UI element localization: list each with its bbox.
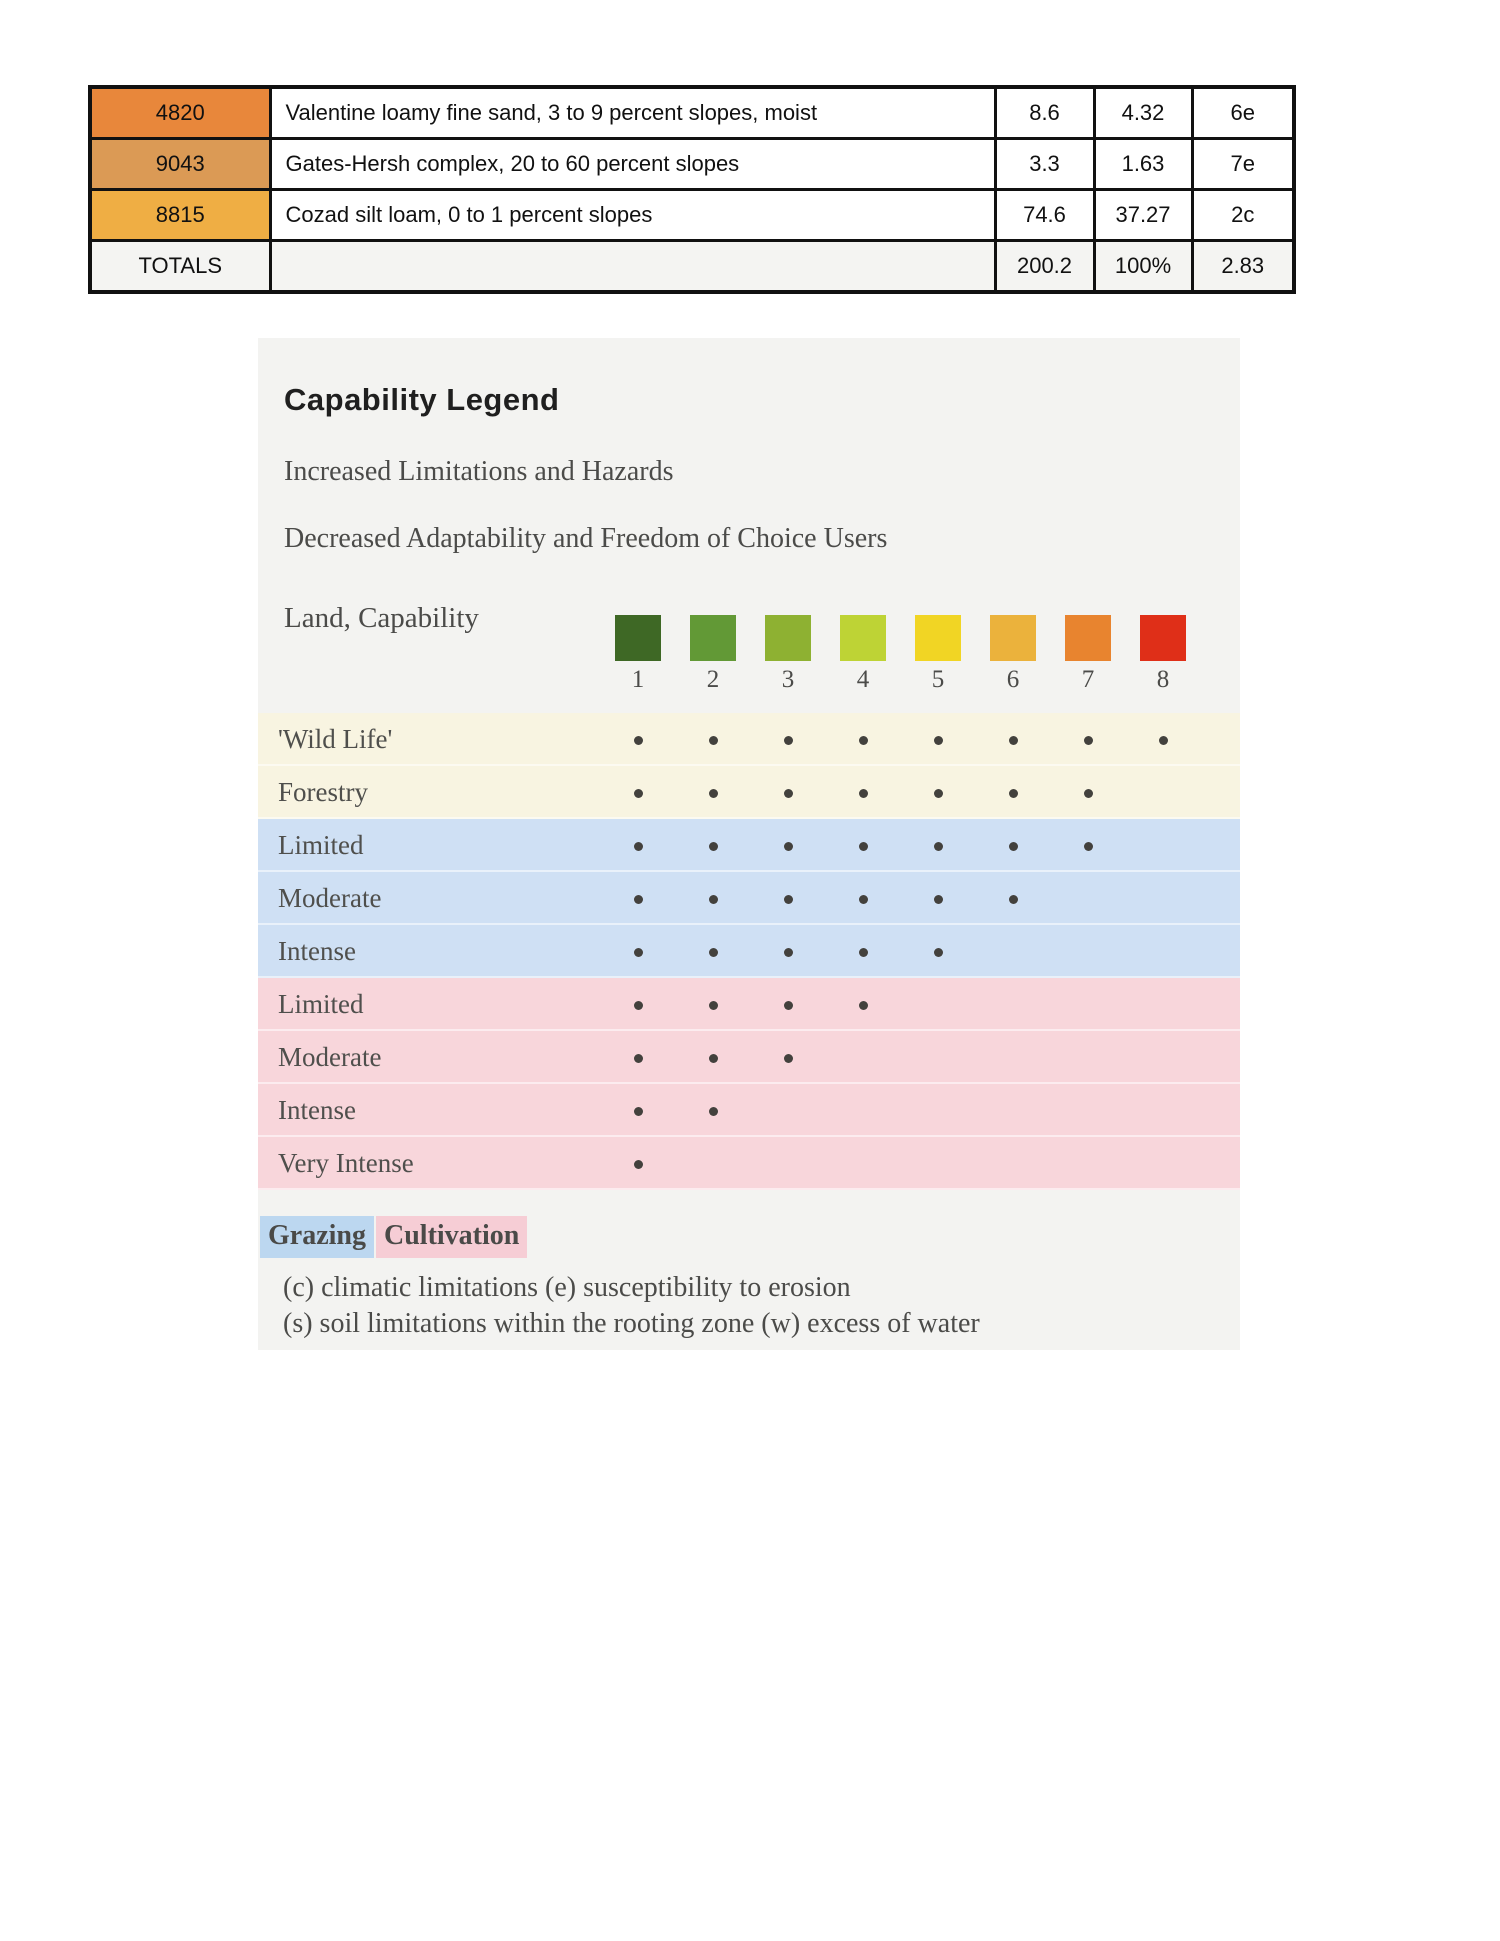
capability-class-7-swatch bbox=[1065, 615, 1111, 661]
capability-class-7-number: 7 bbox=[1081, 666, 1095, 693]
totals-label: TOTALS bbox=[90, 241, 270, 293]
map-unit-percent: 4.32 bbox=[1094, 87, 1192, 139]
dot-class-6 bbox=[1009, 895, 1018, 904]
legend-row-general--wild-life- bbox=[258, 713, 1240, 766]
map-unit-acres: 74.6 bbox=[995, 190, 1094, 241]
footer-group-labels bbox=[260, 1216, 527, 1260]
legend-row-cultivation-limited bbox=[258, 978, 1240, 1031]
map-unit-percent: 1.63 bbox=[1094, 139, 1192, 190]
row-label: Intense bbox=[278, 1095, 356, 1125]
dot-class-1 bbox=[634, 1001, 643, 1010]
capability-legend-panel bbox=[258, 338, 1240, 1350]
legend-row-cultivation-moderate bbox=[258, 1031, 1240, 1084]
row-label: Limited bbox=[278, 989, 364, 1019]
dot-class-3 bbox=[784, 1054, 793, 1063]
row-label: Limited bbox=[278, 830, 364, 860]
land-capability-label: Land, Capability bbox=[284, 602, 479, 634]
dot-class-7 bbox=[1084, 842, 1093, 851]
dot-class-6 bbox=[1009, 736, 1018, 745]
dot-class-2 bbox=[709, 1054, 718, 1063]
dot-class-4 bbox=[859, 895, 868, 904]
capability-class-6-swatch bbox=[990, 615, 1036, 661]
capability-class-4-swatch bbox=[840, 615, 886, 661]
legend-row-general-forestry bbox=[258, 766, 1240, 819]
table-row bbox=[90, 190, 1294, 241]
totals-class: 2.83 bbox=[1192, 241, 1294, 293]
dot-class-4 bbox=[859, 736, 868, 745]
dot-class-1 bbox=[634, 1107, 643, 1116]
map-unit-percent: 37.27 bbox=[1094, 190, 1192, 241]
capability-class-4-number: 4 bbox=[856, 666, 870, 693]
dot-class-6 bbox=[1009, 789, 1018, 798]
legend-row-cultivation-very-intense bbox=[258, 1137, 1240, 1190]
map-unit-class: 7e bbox=[1192, 139, 1294, 190]
dot-class-6 bbox=[1009, 842, 1018, 851]
capability-class-5-swatch bbox=[915, 615, 961, 661]
dot-class-5 bbox=[934, 789, 943, 798]
legend-row-grazing-moderate bbox=[258, 872, 1240, 925]
capability-class-1-swatch bbox=[615, 615, 661, 661]
dot-class-2 bbox=[709, 789, 718, 798]
dot-class-1 bbox=[634, 789, 643, 798]
dot-class-2 bbox=[709, 948, 718, 957]
map-unit-description: Cozad silt loam, 0 to 1 percent slopes bbox=[270, 190, 995, 241]
dot-class-1 bbox=[634, 1054, 643, 1063]
map-unit-description: Valentine loamy fine sand, 3 to 9 percent slopes, moist bbox=[270, 87, 995, 139]
dot-class-3 bbox=[784, 842, 793, 851]
dot-class-1 bbox=[634, 895, 643, 904]
dot-class-5 bbox=[934, 736, 943, 745]
dot-class-3 bbox=[784, 789, 793, 798]
cultivation-label: Cultivation bbox=[376, 1216, 527, 1258]
capability-class-6-number: 6 bbox=[1006, 666, 1020, 693]
dot-class-4 bbox=[859, 1001, 868, 1010]
footnote-climatic-erosion: (c) climatic limitations (e) susceptibility to erosion bbox=[283, 1272, 851, 1303]
legend-row-cultivation-intense bbox=[258, 1084, 1240, 1137]
dot-class-5 bbox=[934, 842, 943, 851]
totals-row bbox=[90, 241, 1294, 293]
capability-class-8-number: 8 bbox=[1156, 666, 1170, 693]
soil-map-unit-table bbox=[88, 85, 1296, 294]
legend-row-grazing-intense bbox=[258, 925, 1240, 978]
totals-description bbox=[270, 241, 995, 293]
map-unit-code: 8815 bbox=[90, 190, 270, 241]
legend-title: Capability Legend bbox=[284, 382, 560, 417]
legend-subtitle-limitations: Increased Limitations and Hazards bbox=[284, 456, 674, 487]
dot-class-2 bbox=[709, 1001, 718, 1010]
dot-class-2 bbox=[709, 736, 718, 745]
map-unit-acres: 3.3 bbox=[995, 139, 1094, 190]
map-unit-code: 4820 bbox=[90, 87, 270, 139]
map-unit-class: 2c bbox=[1192, 190, 1294, 241]
dot-class-2 bbox=[709, 895, 718, 904]
table-row bbox=[90, 87, 1294, 139]
dot-class-2 bbox=[709, 842, 718, 851]
dot-class-5 bbox=[934, 895, 943, 904]
totals-acres: 200.2 bbox=[995, 241, 1094, 293]
dot-class-3 bbox=[784, 948, 793, 957]
map-unit-description: Gates-Hersh complex, 20 to 60 percent slopes bbox=[270, 139, 995, 190]
capability-class-2-swatch bbox=[690, 615, 736, 661]
row-label: Moderate bbox=[278, 883, 382, 913]
capability-class-1-number: 1 bbox=[631, 666, 645, 693]
map-unit-class: 6e bbox=[1192, 87, 1294, 139]
grazing-label: Grazing bbox=[260, 1216, 374, 1258]
totals-percent: 100% bbox=[1094, 241, 1192, 293]
dot-class-7 bbox=[1084, 789, 1093, 798]
row-label: Forestry bbox=[278, 777, 368, 807]
row-label: Intense bbox=[278, 936, 356, 966]
capability-class-5-number: 5 bbox=[931, 666, 945, 693]
dot-class-4 bbox=[859, 842, 868, 851]
dot-class-7 bbox=[1084, 736, 1093, 745]
capability-class-8-swatch bbox=[1140, 615, 1186, 661]
dot-class-1 bbox=[634, 736, 643, 745]
footnote-soil-water: (s) soil limitations within the rooting zone (w) excess of water bbox=[283, 1308, 980, 1339]
table-row bbox=[90, 139, 1294, 190]
map-unit-acres: 8.6 bbox=[995, 87, 1094, 139]
dot-class-1 bbox=[634, 842, 643, 851]
dot-class-3 bbox=[784, 736, 793, 745]
legend-subtitle-adaptability: Decreased Adaptability and Freedom of Choice Users bbox=[284, 523, 888, 554]
dot-class-4 bbox=[859, 948, 868, 957]
dot-class-3 bbox=[784, 1001, 793, 1010]
dot-class-3 bbox=[784, 895, 793, 904]
dot-class-5 bbox=[934, 948, 943, 957]
dot-class-2 bbox=[709, 1107, 718, 1116]
dot-class-8 bbox=[1159, 736, 1168, 745]
dot-class-4 bbox=[859, 789, 868, 798]
dot-class-1 bbox=[634, 948, 643, 957]
row-label: Moderate bbox=[278, 1042, 382, 1072]
legend-row-grazing-limited bbox=[258, 819, 1240, 872]
map-unit-code: 9043 bbox=[90, 139, 270, 190]
capability-class-3-swatch bbox=[765, 615, 811, 661]
row-label: 'Wild Life' bbox=[278, 724, 393, 754]
capability-class-2-number: 2 bbox=[706, 666, 720, 693]
row-label: Very Intense bbox=[278, 1148, 414, 1178]
capability-class-3-number: 3 bbox=[781, 666, 795, 693]
dot-class-1 bbox=[634, 1160, 643, 1169]
